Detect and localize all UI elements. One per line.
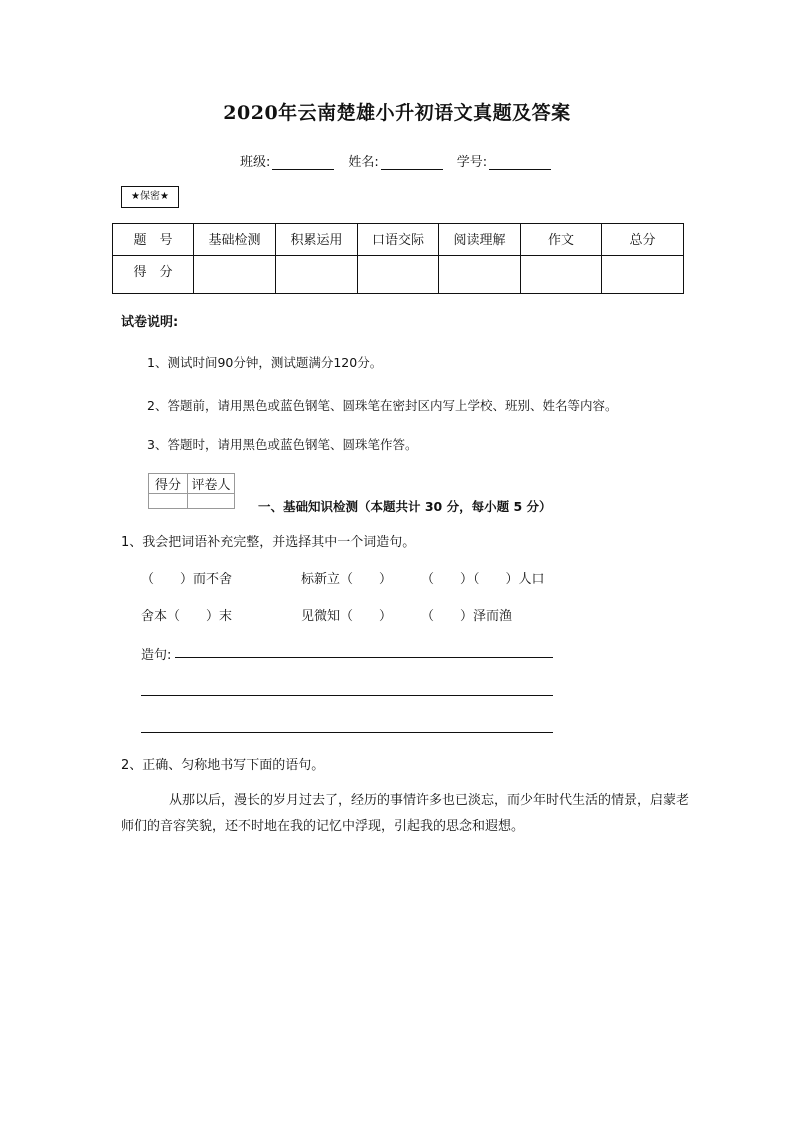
score-table [112,223,684,294]
instruction-item: 3、答题时，请用黑色或蓝色钢笔、圆珠笔作答。 [147,437,418,452]
score-cell[interactable] [194,256,276,294]
student-info [240,151,565,170]
grader-box [148,473,235,509]
sentence-line[interactable] [141,732,553,733]
score-table-header-row [113,224,684,256]
score-header-cell: 口语交际 [358,224,439,256]
grader-name-label: 评卷人 [188,474,235,494]
q1-prompt: 1、我会把词语补充完整，并选择其中一个词造句。 [121,535,416,550]
name-field [348,151,442,170]
sentence-line[interactable] [141,695,553,696]
name-blank[interactable] [381,155,443,170]
id-label: 学号: [456,155,488,170]
grader-score-cell[interactable] [149,494,188,509]
score-cell[interactable] [276,256,358,294]
score-header-cell: 阅读理解 [439,224,521,256]
score-cell[interactable] [358,256,439,294]
class-blank[interactable] [272,155,334,170]
secret-badge: ★保密★ [121,186,179,208]
class-field [240,151,334,170]
score-cell[interactable] [439,256,521,294]
instruction-item: 1、测试时间90分钟，测试题满分120分。 [147,355,383,370]
q1-blank-item: 标新立（ ） [301,572,393,587]
instruction-item: 2、答题前，请用黑色或蓝色钢笔、圆珠笔在密封区内写上学校、班别、姓名等内容。 [147,398,618,413]
id-blank[interactable] [489,155,551,170]
q1-blank-item: 舍本（ ）末 [141,609,233,624]
q2-prompt: 2、正确、匀称地书写下面的语句。 [121,758,325,773]
q1-blank-item: （ ）（ ）人口 [421,572,545,587]
sentence-label: 造句: [141,648,172,663]
score-row-label: 得 分 [113,256,194,294]
score-header-cell: 积累运用 [276,224,358,256]
score-header-cell: 基础检测 [194,224,276,256]
id-field [457,151,551,170]
name-label: 姓名: [348,155,379,170]
instructions-heading: 试卷说明: [121,315,179,330]
q2-passage: 从那以后，漫长的岁月过去了，经历的事情许多也已淡忘，而少年时代生活的情景，启蒙老师们的音容笑貌，还不时地在我的记忆中浮现，引起我的思念和遐想。 [121,793,690,834]
q1-blank-item: （ ）而不舍 [141,572,233,587]
grader-score-label: 得分 [149,474,188,494]
sentence-line[interactable] [175,657,553,658]
score-header-cell: 作文 [521,224,602,256]
q1-blank-item: 见微知（ ） [301,609,393,624]
page-title: 2020年云南楚雄小升初语文真题及答案 [223,102,571,124]
score-cell[interactable] [521,256,602,294]
section1-heading: 一、基础知识检测（本题共计 30 分，每小题 5 分） [258,499,552,514]
score-header-cell: 总分 [602,224,684,256]
grader-name-cell[interactable] [188,494,235,509]
score-header-cell: 题 号 [113,224,194,256]
class-label: 班级: [240,155,271,170]
q1-blank-item: （ ）泽而渔 [421,609,513,624]
score-table-score-row [113,256,684,294]
score-cell[interactable] [602,256,684,294]
